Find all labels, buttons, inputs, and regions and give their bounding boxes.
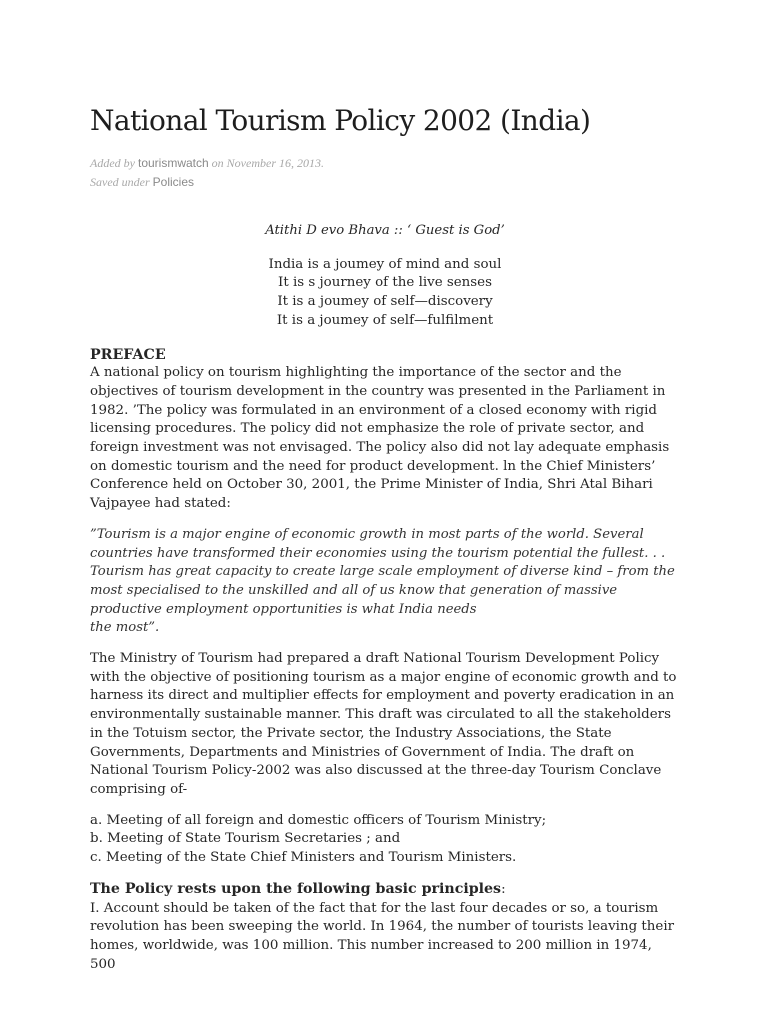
preface-paragraph: A national policy on tourism highlighting the importance of the sector and the objectives of tourism development in the country was presented in the Parliament in 1982. ’The policy was formulated in an environment of a closed economy with rigid licensing procedures. The policy did not emphasize the role of private sector, and foreign investment was not envisaged. The policy also did not lay adequate emphasis on domestic tourism and the need for product development. ln the Chief Ministers’ Conference held on October 30, 2001, the Prime Minister of India, Shri Atal Bihari Vajpayee had stated:: [90, 365, 670, 512]
document-body: [90, 222, 680, 974]
ministry-paragraph: The Ministry of Tourism had prepared a draft National Tourism Development Policy with the objective of positioning tourism as a major engine of economic growth and to harness its direct and multiplier effects for employment and poverty eradication in an environmentally sustainable manner. This draft was circulated to all the stakeholders in the Totuism sector, the Private sector, the Industry Associations, the State Governments, Departments and Ministries of Government of India. The draft on National Tourism Policy-2002 was also discussed at the three-day Tourism Conclave comprising of-: [90, 651, 677, 797]
preface-heading: PREFACE: [90, 346, 166, 363]
added-by-line: [90, 156, 324, 171]
post-date: on November 16, 2013.: [211, 156, 324, 170]
pm-quote: [90, 526, 680, 638]
principles-heading-text: The Policy rests upon the following basic principles: [90, 880, 502, 897]
list-item: a. Meeting of all foreign and domestic officers of Tourism Ministry;: [90, 812, 547, 828]
list-item: b. Meeting of State Tourism Secretaries ; and: [90, 831, 401, 847]
quote-text-end: the most”.: [90, 620, 160, 636]
saved-under-prefix: Saved under: [90, 175, 150, 189]
principles-heading-colon: :: [501, 881, 506, 897]
principles-heading: [90, 880, 680, 900]
poem-line: It is s journey of the live senses: [278, 275, 492, 291]
list-item: c. Meeting of the State Chief Ministers and Tourism Ministers.: [90, 850, 517, 866]
poem: [90, 256, 680, 331]
poem-line: It is a joumey of self—discovery: [277, 294, 493, 310]
added-by-prefix: Added by: [90, 156, 135, 170]
saved-under-line: [90, 175, 194, 190]
page-title: National Tourism Policy 2002 (India): [90, 104, 591, 137]
poem-line: India is a joumey of mind and soul: [268, 256, 502, 272]
conclave-list: [90, 812, 680, 868]
motto: Atithi D evo Bhava :: ‘ Guest is God’: [265, 223, 505, 238]
author-link[interactable]: tourismwatch: [137, 156, 209, 170]
principle-1-paragraph: I. Account should be taken of the fact that for the last four decades or so, a tourism revolution has been sweeping the world. In 1964, the number of tourists leaving their homes, worldwide, was 100 million. This number increased to 200 million in 1974, 500: [90, 900, 675, 972]
category-link[interactable]: Policies: [152, 175, 195, 189]
quote-text: ”Tourism is a major engine of economic growth in most parts of the world. Several countries have transformed their economies using the tourism potential the fullest. . . Tourism has great capacity to create large scale employment of diverse kind – from the most specialised to the unskilled and all of us know that generation of massive productive employment opportunities is what India needs: [90, 526, 675, 617]
poem-line: It is a joumey of self—fulfilment: [276, 312, 494, 328]
